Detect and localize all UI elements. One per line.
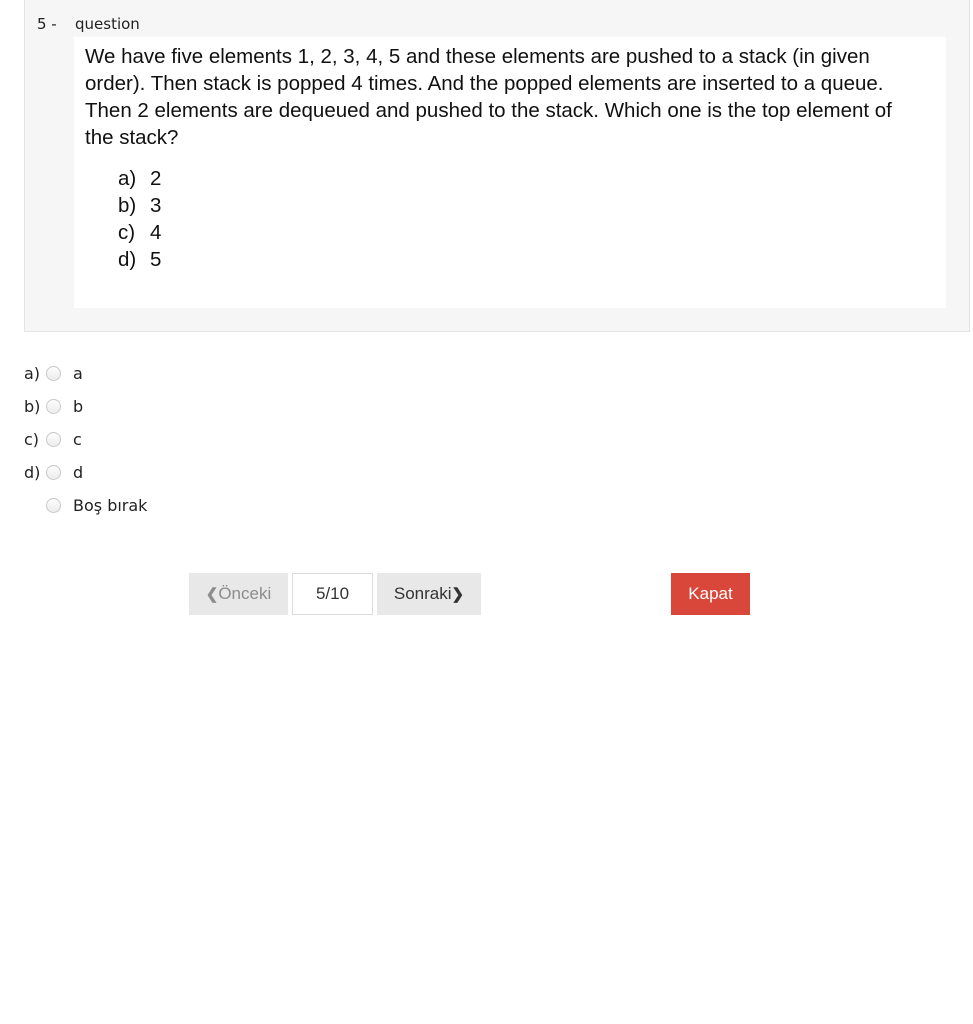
question-option — [118, 246, 161, 273]
question-option-letter: a) — [118, 167, 137, 190]
close-button[interactable]: Kapat — [671, 573, 750, 615]
pagination — [189, 573, 481, 615]
question-option-value: 4 — [150, 221, 162, 244]
radio-button[interactable] — [46, 432, 61, 447]
answer-prefix: a) — [24, 364, 41, 383]
question-options — [118, 165, 161, 273]
answer-choices — [24, 357, 147, 522]
question-text: We have five elements 1, 2, 3, 4, 5 and these elements are pushed to a stack (in given order). Then stack is popped 4 times. And the popped elements are inserted to a queue. Then 2 elements are dequeued and pushed to the stack. Which one is the top element of the stack? — [85, 45, 892, 149]
question-image — [74, 37, 946, 308]
answer-prefix: b) — [24, 397, 41, 416]
chevron-right-icon: ❯ — [451, 586, 465, 603]
next-button[interactable] — [377, 573, 481, 615]
question-option — [118, 165, 161, 192]
question-panel — [24, 0, 970, 332]
question-label: question — [75, 15, 140, 33]
question-option — [118, 219, 161, 246]
answer-option-d[interactable] — [24, 456, 147, 489]
previous-button[interactable] — [189, 573, 288, 615]
question-option-letter: c) — [118, 221, 136, 244]
page-indicator: 5/10 — [292, 573, 373, 615]
previous-label: Önceki — [218, 584, 272, 603]
question-option-letter: b) — [118, 194, 137, 217]
answer-label: Boş bırak — [73, 496, 148, 515]
radio-button[interactable] — [46, 366, 61, 381]
question-option-value: 5 — [150, 248, 162, 271]
answer-option-leave-blank[interactable] — [24, 489, 147, 522]
answer-option-a[interactable] — [24, 357, 147, 390]
question-option-value: 2 — [150, 167, 162, 190]
question-option-letter: d) — [118, 248, 137, 271]
radio-button[interactable] — [46, 498, 61, 513]
answer-label: d — [73, 463, 84, 482]
answer-prefix: d) — [24, 463, 41, 482]
radio-button[interactable] — [46, 399, 61, 414]
radio-button[interactable] — [46, 465, 61, 480]
answer-prefix: c) — [24, 430, 40, 449]
question-number: 5 - — [37, 15, 57, 33]
answer-label: c — [73, 430, 82, 449]
answer-option-c[interactable] — [24, 423, 147, 456]
question-option-value: 3 — [150, 194, 162, 217]
answer-label: a — [73, 364, 83, 383]
answer-option-b[interactable] — [24, 390, 147, 423]
question-option — [118, 192, 161, 219]
answer-label: b — [73, 397, 84, 416]
chevron-left-icon: ❮ — [205, 586, 219, 603]
next-label: Sonraki — [393, 584, 452, 603]
